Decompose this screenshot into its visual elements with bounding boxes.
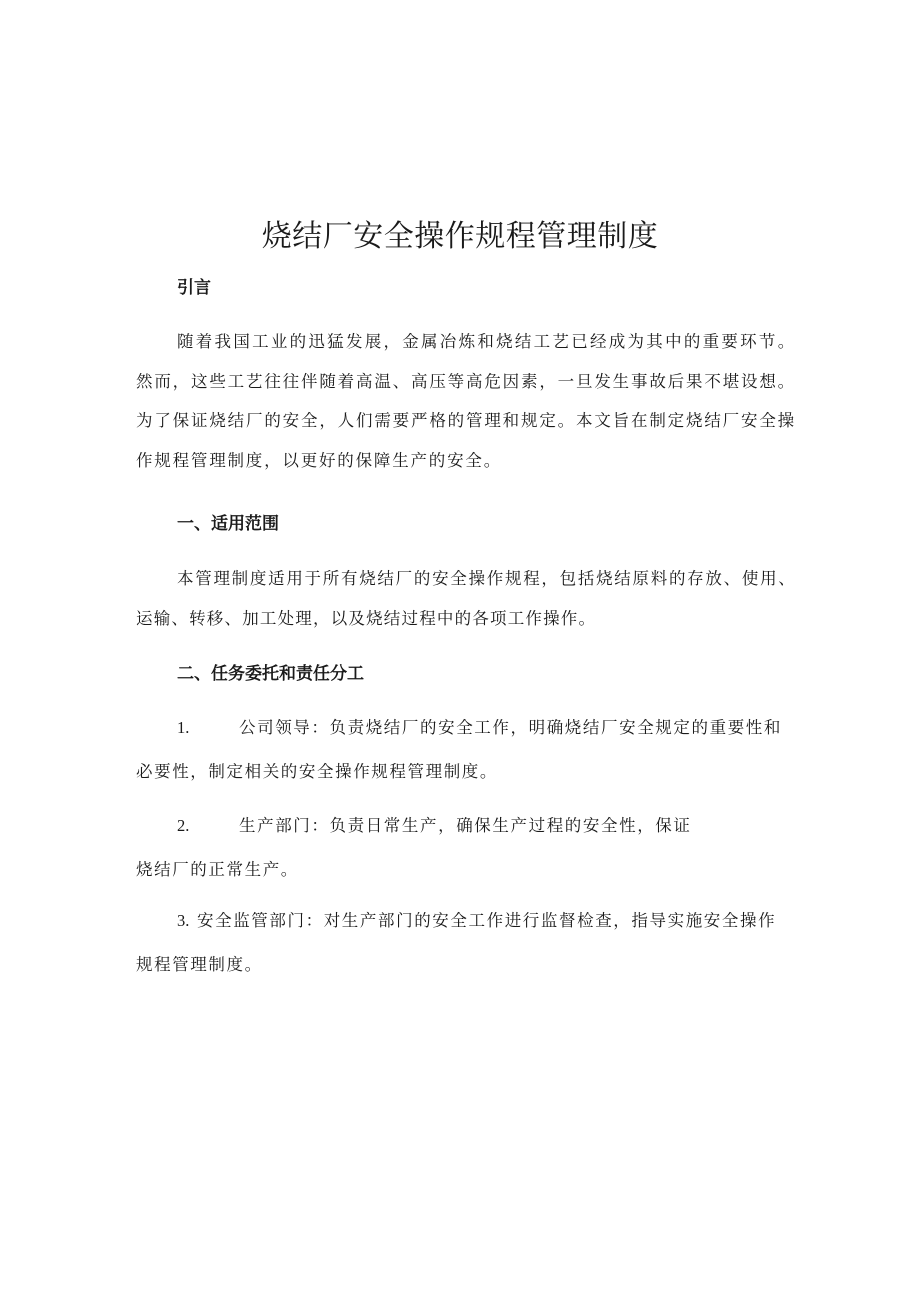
list-item-number: 3. [177, 911, 190, 930]
list-item-text: 安全监管部门：对生产部门的安全工作进行监督检查，指导实施安全操作 [197, 911, 777, 930]
list-item-number: 1. [177, 718, 190, 737]
list-item-text-continued: 烧结厂的正常生产。 [136, 860, 299, 879]
list-item-text-continued: 必要性，制定相关的安全操作规程管理制度。 [136, 762, 498, 781]
list-item-1 [136, 706, 796, 794]
intro-paragraph: 随着我国工业的迅猛发展，金属冶炼和烧结工艺已经成为其中的重要环节。然而，这些工艺往往伴随着高温、高压等高危因素，一旦发生事故后果不堪设想。为了保证烧结厂的安全，人们需要严格的管理和规定。本文旨在制定烧结厂安全操作规程管理制度，以更好的保障生产的安全。 [136, 332, 796, 470]
list-item-3 [136, 899, 796, 987]
section-heading-responsibility: 二、任务委托和责任分工 [177, 664, 364, 684]
scope-paragraph: 本管理制度适用于所有烧结厂的安全操作规程，包括烧结原料的存放、使用、运输、转移、加工处理，以及烧结过程中的各项工作操作。 [136, 569, 796, 628]
list-item-number: 2. [177, 816, 190, 835]
section-heading-scope: 一、适用范围 [177, 514, 279, 534]
list-item-text: 生产部门：负责日常生产，确保生产过程的安全性，保证 [239, 816, 692, 835]
section-heading-intro: 引言 [177, 278, 211, 298]
list-item-text-continued: 规程管理制度。 [136, 955, 263, 974]
document-title: 烧结厂安全操作规程管理制度 [261, 219, 659, 254]
list-item-2 [136, 804, 796, 892]
list-item-text: 公司领导：负责烧结厂的安全工作，明确烧结厂安全规定的重要性和 [239, 718, 782, 737]
